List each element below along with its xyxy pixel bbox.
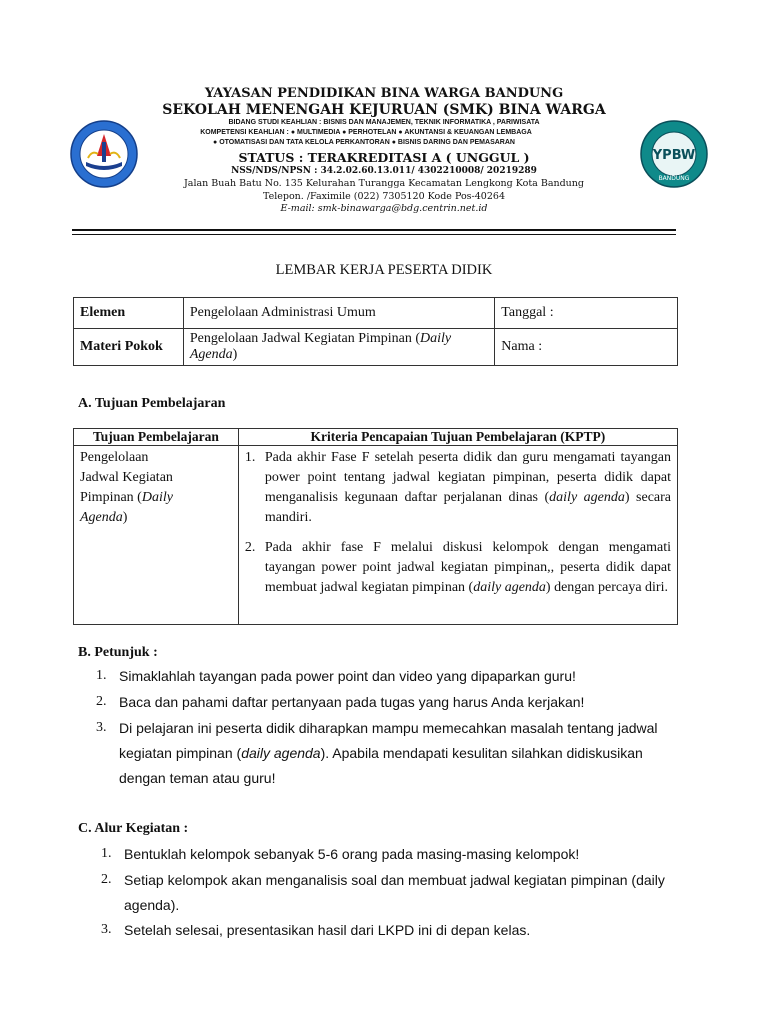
list-number: 1. <box>96 668 107 683</box>
school-name: SEKOLAH MENENGAH KEJURUAN (SMK) BINA WARGA <box>162 102 606 118</box>
tujuan-italic: Agenda <box>80 510 123 525</box>
list-text: ). Apabila mendapati kesulitan silahkan didiskusikan <box>320 745 643 761</box>
materi-italic: Agenda <box>189 347 233 362</box>
list-item: Setelah selesai, presentasikan hasil dari LKPD ini di depan kelas. <box>124 922 531 938</box>
col-kptp: Kriteria Pencapaian Tujuan Pembelajaran (KPTP) <box>238 429 677 446</box>
section-b-heading: B. Petunjuk : <box>78 645 158 660</box>
materi-label: Materi Pokok <box>74 329 184 366</box>
list-item-line <box>119 745 643 761</box>
table-header-row <box>74 429 678 446</box>
foundation-name: YAYASAN PENDIDIKAN BINA WARGA BANDUNG <box>204 86 564 101</box>
list-item: Setiap kelompok akan menganalisis soal dan membuat jadwal kegiatan pimpinan (daily <box>124 872 665 888</box>
list-number: 1. <box>101 846 112 861</box>
school-phone: Telepon. /Faximile (022) 7305120 Kode Pos-40264 <box>263 191 505 202</box>
elemen-label: Elemen <box>74 298 184 329</box>
list-number: 3. <box>101 922 112 937</box>
list-number: 2. <box>101 872 112 887</box>
tujuan-italic: Daily <box>141 490 173 505</box>
kptp-text-part: ) secara mandiri. <box>264 490 671 525</box>
school-address: Jalan Buah Batu No. 135 Kelurahan Turangga Kecamatan Lengkong Kota Bandung <box>183 178 585 189</box>
list-item: Simaklahlah tayangan pada power point dan video yang dipaparkan guru! <box>119 668 576 684</box>
svg-text:BANDUNG: BANDUNG <box>658 175 690 182</box>
kptp-text <box>265 538 671 598</box>
materi-italic: Daily <box>420 331 452 346</box>
tujuan-line <box>80 488 232 508</box>
kptp-item <box>245 448 671 528</box>
tujuan-line: Pengelolaan <box>80 450 149 465</box>
kptp-number: 1. <box>244 450 256 465</box>
list-item: Bentuklah kelompok sebanyak 5-6 orang pada masing-masing kelompok! <box>124 846 580 862</box>
kptp-text-part: Pada akhir fase F melalui diskusi kelompok dengan mengamati tayangan power point jadwal kegiatan pimpinan,, peserta didik dapat membuat jadwal kegiatan pimpinan ( <box>264 540 671 595</box>
page-title: LEMBAR KERJA PESERTA DIDIK <box>275 262 493 278</box>
school-identifiers: NSS/NDS/NPSN : 34.2.02.60.13.011/ 4302210008/ 20219289 <box>231 166 537 176</box>
kptp-text-part: ) dengan percaya diri. <box>545 580 668 595</box>
list-number: 3. <box>96 720 107 735</box>
section-c-heading: C. Alur Kegiatan : <box>78 821 189 836</box>
accreditation-status: STATUS : TERAKREDITASI A ( UNGGUL ) <box>238 150 530 165</box>
objectives-table <box>73 428 678 625</box>
school-email: E-mail: smk-binawarga@bdg.centrin.net.id <box>280 203 488 214</box>
list-italic: daily agenda <box>241 745 321 761</box>
materi-value <box>183 329 494 366</box>
list-item: Di pelajaran ini peserta didik diharapkan mampu memecahkan masalah tentang jadwal <box>119 720 658 736</box>
kptp-italic: daily agenda <box>549 490 625 505</box>
kptp-item <box>245 538 671 598</box>
materi-text: Pengelolaan Jadwal Kegiatan Pimpinan ( <box>189 331 421 346</box>
competencies-line2: ● OTOMATISASI DAN TATA KELOLA PERKANTORAN ● BISNIS DARING DAN PEMASARAN <box>213 139 515 146</box>
table-row <box>74 446 678 625</box>
list-text: kegiatan pimpinan ( <box>119 745 242 761</box>
kptp-number: 2. <box>244 540 256 555</box>
section-a-heading: A. Tujuan Pembelajaran <box>78 396 226 411</box>
list-item-line: dengan teman atau guru! <box>119 770 276 786</box>
info-table <box>73 297 678 366</box>
tujuan-text: Pimpinan ( <box>80 490 142 505</box>
kptp-text <box>265 448 671 528</box>
tujuan-text: ) <box>122 510 128 525</box>
elemen-value: Pengelolaan Administrasi Umum <box>183 298 494 329</box>
table-row <box>74 298 678 329</box>
tanggal-field[interactable]: Tanggal : <box>495 298 678 329</box>
table-row <box>74 329 678 366</box>
tujuan-line: Jadwal Kegiatan <box>80 470 173 485</box>
header-divider-thick <box>72 229 676 231</box>
nama-field[interactable]: Nama : <box>495 329 678 366</box>
tujuan-line <box>80 508 232 528</box>
list-item: Baca dan pahami daftar pertanyaan pada tugas yang harus Anda kerjakan! <box>119 694 585 710</box>
list-item-line: agenda). <box>124 897 180 913</box>
competencies-line1: KOMPETENSI KEAHLIAN : ● MULTIMEDIA ● PERHOTELAN ● AKUNTANSI & KEUANGAN LEMBAGA <box>200 129 532 136</box>
kptp-italic: daily agenda <box>473 580 546 595</box>
list-number: 2. <box>96 694 107 709</box>
tujuan-cell <box>74 446 239 625</box>
kptp-text-part: Pada akhir Fase F setelah peserta didik dan guru mengamati tayangan power point tentang jadwal kegiatan pimpinan, peserta didik dapat menganalisis kegunaan daftar perjalanan dinas ( <box>264 450 671 505</box>
study-fields: BIDANG STUDI KEAHLIAN : BISNIS DAN MANAJEMEN, TEKNIK INFORMATIKA , PARIWISATA <box>228 119 540 126</box>
header-divider-thin <box>72 234 676 235</box>
kptp-cell <box>238 446 677 625</box>
materi-text: ) <box>232 347 238 362</box>
col-tujuan: Tujuan Pembelajaran <box>74 429 239 446</box>
svg-text:YPBW: YPBW <box>652 148 696 163</box>
